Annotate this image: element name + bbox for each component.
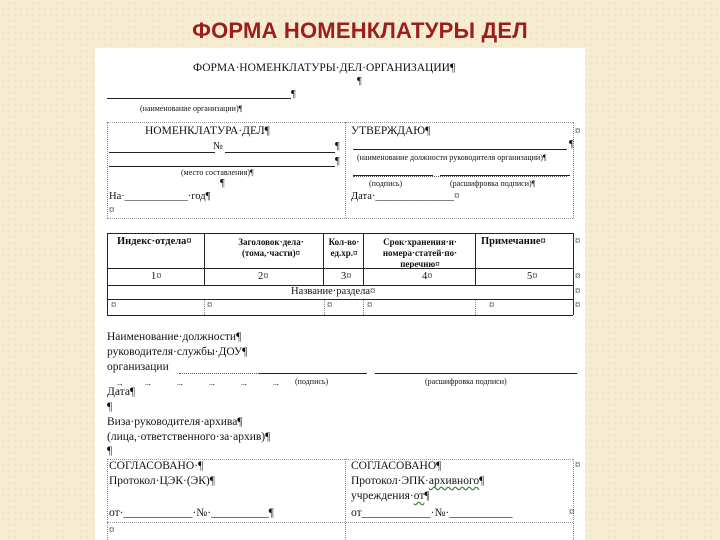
pilcrow: ¶ <box>291 89 296 100</box>
agreed-right-title: СОГЛАСОВАНО¶ <box>351 460 442 472</box>
cell-mark: ¤ <box>575 286 581 297</box>
column-number: 1¤ <box>151 271 162 282</box>
pilcrow: ¶ <box>335 141 340 152</box>
nomenclature-title: НОМЕНКЛАТУРА·ДЕЛ¶ <box>145 125 270 137</box>
cell-mark: ¤ <box>367 300 373 311</box>
table-header: Заголовок·дела· (тома,·части)¤ <box>238 237 304 258</box>
agreed-left-from: от·____________·№·__________¶ <box>109 507 274 519</box>
column-number: 4¤ <box>422 271 433 282</box>
cell-mark: ¤ <box>575 236 581 247</box>
pilcrow: ¶ <box>107 401 113 413</box>
decode-caption: (расшифровка подписи) <box>425 377 507 386</box>
cell-mark: ¤ <box>575 126 581 137</box>
pilcrow: ¶ <box>357 76 362 87</box>
agreed-right-protocol: Протокол·ЭПК·архивного¶ <box>351 475 485 487</box>
table-header: Кол-во· ед.хр.¤ <box>328 237 360 258</box>
cell-mark: ¤ <box>109 525 115 536</box>
table-header: Срок·хранения·и· номера·статей·по· перечню¤ <box>382 237 458 269</box>
decode-caption: (расшифровка подписи)¶ <box>450 179 536 188</box>
document-page: ФОРМА·НОМЕНКЛАТУРЫ·ДЕЛ·ОРГАНИЗАЦИИ¶ ¶ ¶ (наименование организации)¶ ¤ НОМЕНКЛАТУРА·ДЕЛ¶ № ¶ ¶ (место составления)¶ ¶ На·____________·год¶ ¤ УТВЕРЖДАЮ¶ ¶ (наименование должности руководителя организации)¶ (подпись) (расшифровка подписи)¶ Дата·_______________¤ Индекс·отдела¤ Заголовок·дела· (тома,·части)¤ Кол-во· ед.хр.¤ Срок·хранения·и· номера·статей·по· перечню¤ Примечание¤ ¤ 1¤ 2¤ 3¤ 4¤ 5¤ ¤ Название·разделa¤ ¤ ¤ ¤ ¤ ¤ ¤ ¤ Наименование·должности¶ руководителя·службы·ДОУ¶ организации → → → → → → (подпись) (расшифровка подписи) Дата¶ ¶ Виза·руководителя·архива¶ (лица,·ответственного·за·архив)¶ ¶ СОГЛАСОВАНО·¶ Протокол·ЦЭК·(ЭК)¶ от·____________·№·__________¶ СОГЛАСОВАНО¶ ¤ Протокол·ЭПК·архивного¶ учреждения·от¶ от____________·№·___________ ¤ ¤ <box>95 48 585 540</box>
cell-mark: ¤ <box>575 460 581 471</box>
signer-position-line: организации <box>107 361 169 373</box>
place-caption: (место составления)¶ <box>181 168 254 177</box>
slide-title: ФОРМА НОМЕНКЛАТУРЫ ДЕЛ <box>192 18 528 43</box>
signature-caption: (подпись) <box>369 179 403 188</box>
signature-caption: (подпись) <box>295 377 329 386</box>
table-header: Индекс·отдела¤ <box>117 236 192 247</box>
agreed-left-title: СОГЛАСОВАНО·¶ <box>109 460 204 472</box>
pilcrow: ¶ <box>569 139 574 150</box>
cell-mark: ¤ <box>489 300 495 311</box>
approve-title: УТВЕРЖДАЮ¶ <box>351 125 431 137</box>
column-number: 5¤ <box>527 271 538 282</box>
agreed-left-protocol: Протокол·ЦЭК·(ЭК)¶ <box>109 475 215 487</box>
cell-mark: ¤ <box>575 300 581 311</box>
agreed-right-institution: учреждения·от¶ <box>351 490 430 502</box>
org-name-caption: (наименование организации)¶ <box>140 104 243 113</box>
year-line: На·____________·год¶ <box>109 191 211 202</box>
signer-position-line: руководителя·службы·ДОУ¶ <box>107 346 248 358</box>
signer-position-line: Наименование·должности¶ <box>107 331 242 343</box>
column-number: 2¤ <box>258 271 269 282</box>
position-caption: (наименование должности руководителя организации)¶ <box>357 153 547 162</box>
cell-mark: ¤ <box>575 271 581 282</box>
visa-line: Виза·руководителя·архива¶ <box>107 416 243 428</box>
cell-mark: ¤ <box>111 300 117 311</box>
pilcrow: ¶ <box>335 156 340 167</box>
doc-heading: ФОРМА·НОМЕНКЛАТУРЫ·ДЕЛ·ОРГАНИЗАЦИИ¶ <box>193 62 456 74</box>
cell-mark: ¤ <box>569 507 575 518</box>
table-header: Примечание¤ <box>481 236 546 247</box>
number-prefix: № <box>213 141 224 152</box>
approve-date-line: Дата·_______________¤ <box>351 191 460 202</box>
column-number: 3¤ <box>341 271 352 282</box>
org-name-line <box>107 98 291 99</box>
cell-mark: ¤ <box>207 300 213 311</box>
cell-mark: ¤ <box>327 300 333 311</box>
visa-line: (лица,·ответственного·за·архив)¶ <box>107 431 271 443</box>
agreed-right-from: от____________·№·___________ <box>351 507 513 519</box>
pilcrow: ¶ <box>220 178 225 189</box>
pilcrow: ¶ <box>107 445 113 457</box>
signature-date: Дата¶ <box>107 386 136 398</box>
cell-mark: ¤ <box>109 205 115 216</box>
section-label: Название·разделa¤ <box>291 286 376 297</box>
